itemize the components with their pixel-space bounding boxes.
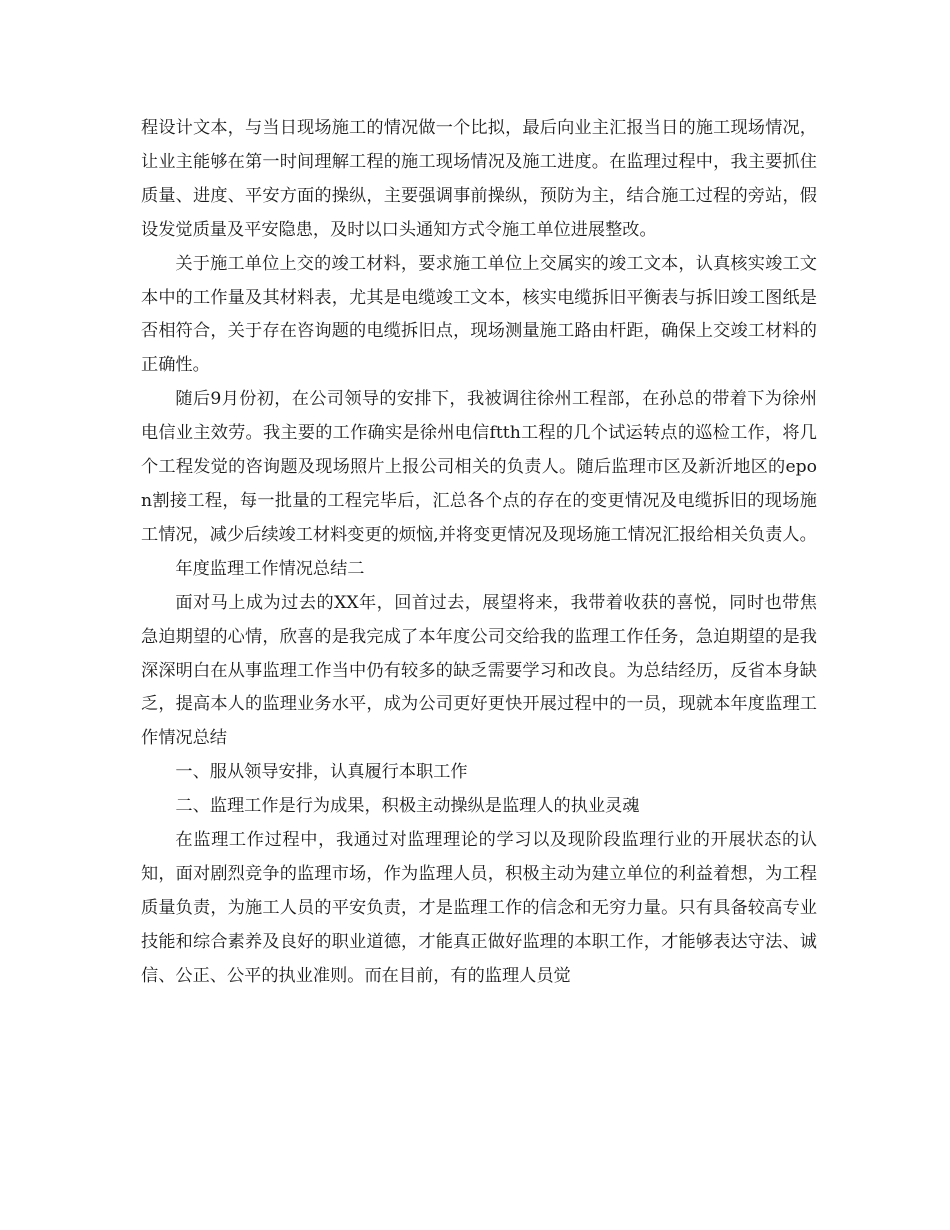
paragraph-4: 面对马上成为过去的XX年，回首过去，展望将来，我带着收获的喜悦，同时也带焦急迫期望的心情，欣喜的是我完成了本年度公司交给我的监理工作任务，急迫期望的是我深深明白在从事监理工作当中仍有较多的缺乏需要学习和改良。为总结经历，反省本身缺乏，提高本人的监理业务水平，成为公司更好更快开展过程中的一员，现就本年度监理工作情况总结 [141, 592, 817, 749]
paragraph-1: 程设计文本，与当日现场施工的情况做一个比拟，最后向业主汇报当日的施工现场情况，让业主能够在第一时间理解工程的施工现场情况及施工进度。在监理过程中，我主要抓住质量、进度、平安方面的操纵，主要强调事前操纵，预防为主，结合施工过程的旁站，假设发觉质量及平安隐患，及时以口头通知方式令施工单位进展整改。 [141, 118, 817, 240]
subheading-one: 一、服从领导安排，认真履行本职工作 [175, 762, 468, 783]
section-heading-summary-two: 年度监理工作情况总结二 [175, 558, 365, 579]
paragraph-2: 关于施工单位上交的竣工材料，要求施工单位上交属实的竣工文本，认真核实竣工文本中的工作量及其材料表，尤其是电缆竣工文本，核实电缆拆旧平衡表与拆旧竣工图纸是否相符合，关于存在咨询题的电缆拆旧点，现场测量施工路由杆距，确保上交竣工材料的正确性。 [141, 253, 817, 376]
document-body [141, 112, 817, 994]
paragraph-3: 随后9月份初，在公司领导的安排下，我被调往徐州工程部，在孙总的带着下为徐州电信业主效劳。我主要的工作确实是徐州电信ftth工程的几个试运转点的巡检工作，将几个工程发觉的咨询题及现场照片上报公司相关的负责人。随后监理市区及新沂地区的epon割接工程，每一批量的工程完毕后，汇总各个点的存在的变更情况及电缆拆旧的现场施工情况，减少后续竣工材料变更的烦恼,并将变更情况及现场施工情况汇报给相关负责人。 [141, 389, 817, 545]
paragraph-5: 在监理工作过程中，我通过对监理理论的学习以及现阶段监理行业的开展状态的认知，面对剧烈竞争的监理市场，作为监理人员，积极主动为建立单位的利益着想，为工程质量负责，为施工人员的平安负责，才是监理工作的信念和无穷力量。只有具备较高专业技能和综合素养及良好的职业道德，才能真正做好监理的本职工作，才能够表达守法、诚信、公正、公平的执业准则。而在目前，有的监理人员觉 [141, 830, 817, 986]
subheading-two: 二、监理工作是行为成果，积极主动操纵是监理人的执业灵魂 [175, 796, 640, 817]
